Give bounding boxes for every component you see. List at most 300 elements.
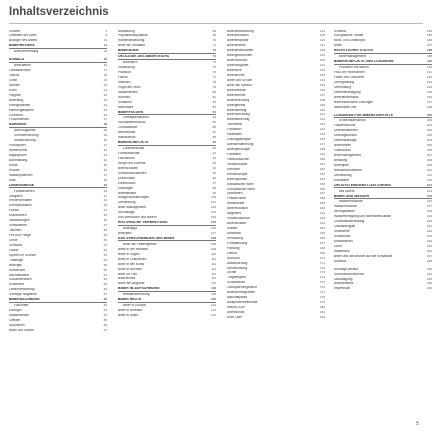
toc-entry [9,218,107,223]
toc-entry [227,275,325,280]
toc-page-number: 224 [426,238,432,243]
toc-entry [334,214,432,219]
toc-entry [227,33,325,38]
toc-entry [9,322,107,327]
toc-entry [334,28,432,33]
toc-page-number: 121 [210,308,216,313]
toc-entry-title: Anhang/Literatur [334,267,359,271]
toc-page-number: 16 [103,57,107,62]
toc-page-number: 228 [426,258,432,263]
toc-entry-title: Dichte [227,271,237,275]
toc-page-number: 72 [212,48,216,53]
toc-entry-title: Biber in Büchern [118,267,143,271]
toc-page-number: 175 [319,280,325,285]
toc-page-number: 54 [103,257,107,262]
toc-entry-title: Nahrungsflächen [9,108,34,112]
toc-page-number: 64 [103,313,107,318]
toc-entry [227,82,325,87]
toc-page-number: 83 [212,104,216,109]
toc-entry [334,238,432,243]
toc-entry [118,125,216,130]
toc-page-number: 195 [426,89,432,94]
toc-entry [334,94,432,99]
toc-page-number: 108 [210,235,216,240]
toc-entry [334,253,432,258]
toc-page-number: 150 [319,156,325,161]
toc-entry [9,282,107,287]
toc-entry [9,237,107,242]
toc-entry [9,102,107,107]
toc-page-number: 86 [212,125,216,130]
toc-page-number: 125 [319,33,325,38]
toc-entry-title: Sozialverhalten [9,278,32,282]
toc-entry [118,130,216,135]
toc-entry-title: Schwimmen [9,224,27,228]
toc-page-number: 200 [426,118,432,123]
toc-entry-title: Schlüsselart [227,281,245,285]
toc-entry [227,305,325,310]
toc-page-number: 76 [212,70,216,75]
toc-entry [118,281,216,286]
toc-entry-title: Schwanz [9,243,23,247]
toc-entry [118,251,216,256]
toc-entry-title: BIBERREVIERE [9,44,35,48]
toc-page-number: 58 [103,277,107,282]
toc-page-number: 211 [427,172,432,177]
toc-entry-title: Biberpelz [118,232,132,236]
toc-entry [334,188,432,193]
toc-entry-title: BIBERKONFLIKTE UND LÖSUNGEN [334,60,394,64]
toc-page-number: 103 [210,210,216,215]
toc-page-number: 198 [426,104,432,109]
toc-page-number: 62 [103,303,107,308]
toc-entry-title: Kohlenstoff [334,235,351,239]
toc-entry [227,161,325,166]
toc-entry [227,28,325,33]
toc-page-number: 227 [426,253,432,258]
toc-page-number: 217 [426,204,432,209]
toc-entry [9,223,107,228]
toc-page-number: 165 [319,230,325,235]
toc-page-number: 65 [103,317,107,322]
toc-entry [9,272,107,277]
toc-entry [118,308,216,313]
toc-entry-title: Winternahrung [14,139,36,143]
toc-entry [334,38,432,43]
toc-entry-title: Sonstige Nagetiere [9,293,38,297]
toc-page-number: 28 [103,122,107,127]
toc-entry-title: Kleingewässer [9,103,31,107]
toc-entry-title: Fische [118,75,128,79]
toc-entry-title: Wiederansiedlung [118,39,145,43]
toc-entry [118,165,216,170]
toc-entry-title: Biber in der Kunst [118,262,145,266]
toc-entry-title: BIBERFOLGEN [118,110,144,114]
toc-entry-title: ÖKOLOGIE DES BIBERTEICHS [118,55,170,59]
toc-entry [118,170,216,175]
toc-page-number: 107 [210,231,216,236]
toc-page-number: 157 [319,191,325,196]
toc-entry [118,135,216,140]
toc-page-number: 113 [211,266,216,271]
toc-page-number: 11 [103,38,107,43]
toc-page-number: 126 [319,38,325,43]
toc-page-number: 85 [212,120,216,125]
toc-page-number: 214 [426,188,432,193]
toc-entry [334,248,432,253]
toc-page-number: 212 [426,177,432,182]
toc-page-number: 200 [426,112,432,117]
toc-entry-title: Baumfällung [9,158,28,162]
toc-page-number: 181 [319,309,325,314]
toc-page-number: 149 [319,151,325,156]
toc-entry-title: Biber als Symbol [227,83,252,87]
toc-entry [118,84,216,89]
toc-entry-title: Stichwortverzeichnis [334,272,365,276]
toc-page-number: 128 [319,48,325,53]
toc-entry-title: LÖSUNGEN FÜR BIBERKONFLIKTE [334,113,394,117]
toc-entry-title: Schilf [9,78,18,82]
toc-entry-title: Verwandtschaft [227,217,250,221]
toc-entry-title: Wasserpflanzen [9,173,33,177]
toc-page-number: 147 [319,142,325,147]
toc-entry [334,128,432,133]
toc-page-number: 152 [319,166,325,171]
toc-page-number: 30 [103,138,107,143]
toc-entry [334,224,432,229]
toc-entry [334,79,432,84]
toc-page-number: 187 [426,43,432,48]
toc-page-number: 144 [319,127,325,132]
toc-entry [118,185,216,190]
toc-page-number: 55 [103,262,107,267]
toc-page-number: 205 [426,143,432,148]
toc-entry-title: Rechtslage [118,211,135,215]
toc-entry-title: Aufstauung [118,29,135,33]
toc-page-number: 67 [103,327,107,332]
toc-entry-title: Beratung [334,158,348,162]
toc-page-number: 79 [212,84,216,89]
toc-page-number: 48 [103,228,107,233]
toc-entry [227,132,325,137]
toc-page-number: 75 [212,65,216,70]
toc-page-number: 190 [426,59,432,64]
toc-entry-title: Ertrinken [227,167,241,171]
toc-entry [334,271,432,276]
toc-entry [227,221,325,226]
toc-entry-title: Biber und die Antwort auf die Klimakrise [334,254,393,258]
toc-entry [118,271,216,276]
toc-column-2 [118,28,216,317]
toc-entry-title: Schweiz [334,29,347,33]
toc-entry [227,112,325,117]
toc-entry-title: Einzeltiere [9,283,25,287]
toc-entry-title: Biberfreundliche Lösungen [334,100,374,104]
toc-page-number: 180 [319,305,325,310]
toc-page-number: 111 [211,256,216,261]
toc-entry-title: Wasserlinsen [118,90,138,94]
toc-entry [9,257,107,262]
toc-entry-title: Flächenschutz [334,124,356,128]
toc-page-number: 59 [103,282,107,287]
toc-entry [227,255,325,260]
toc-entry-title: BIBER IM AUFSCHWUNG [118,287,160,291]
toc-entry [227,48,325,53]
toc-entry [227,226,325,231]
toc-entry [334,229,432,234]
toc-page-number: 84 [212,115,216,120]
toc-entry-title: Untergrabung [334,80,355,84]
toc-page-number: 99 [212,190,216,195]
toc-page-number: 191 [426,70,432,75]
toc-entry [118,65,216,70]
toc-page-number: 27 [103,117,107,122]
toc-entry [9,188,107,193]
toc-entry-title: Nährstoffe [118,105,134,109]
toc-page-number: 193 [426,79,432,84]
toc-entry-title: Dürre [334,244,343,248]
toc-entry [227,72,325,77]
toc-entry [9,213,107,218]
toc-page-number: 63 [103,308,107,313]
toc-entry [9,208,107,213]
toc-page-number: 203 [426,133,432,138]
toc-entry-title: Gewässerstruktur [123,116,149,120]
toc-page-number: 97 [212,180,216,185]
toc-page-number: 164 [319,226,325,231]
toc-page-number: 230 [426,266,432,271]
page-number: 5 [416,421,419,427]
toc-entry [9,49,107,54]
toc-page-number: 92 [212,155,216,160]
toc-page-number: 38 [103,177,107,182]
toc-entry-title: Verdauung [227,236,243,240]
toc-entry-title: Röhricht [118,95,131,99]
toc-entry-title: ÖKOSYSTEMDIENSTLEISTUNGEN [334,183,391,187]
toc-entry-title: Gestalter der Auen [9,34,37,38]
toc-entry [9,157,107,162]
toc-page-number: 155 [319,181,325,186]
toc-entry [227,127,325,132]
toc-page-number: 91 [212,151,216,156]
toc-entry [227,206,325,211]
toc-entry [118,266,216,271]
toc-entry [227,102,325,107]
toc-entry-title: BIBER HEUTE [118,298,142,302]
toc-entry [9,133,107,138]
toc-entry [334,286,432,291]
toc-page-number: 37 [103,172,107,177]
toc-page-number: 110 [211,251,216,256]
toc-entry [118,256,216,261]
toc-entry-title: Familienleben [14,189,35,193]
toc-entry [9,153,107,158]
toc-entry [334,138,432,143]
toc-entry [118,151,216,156]
toc-entry-title: Biberpathologie [227,148,250,152]
toc-entry [334,172,432,177]
toc-entry-title: Asien [334,44,343,48]
toc-page-number: 122 [210,313,216,318]
toc-page-number: 176 [319,285,325,290]
toc-page-number: 40 [103,188,107,193]
toc-entry-title: Umsiedlung [118,201,136,205]
toc-entry [227,181,325,186]
toc-entry-title: Biber in Amerika [118,309,143,313]
toc-page-number: 225 [426,243,432,248]
toc-entry [118,160,216,165]
toc-page-number: 69 [212,33,216,38]
toc-entry-title: Insekten [118,80,131,84]
toc-page-number: 52 [103,247,107,252]
toc-entry [9,162,107,167]
toc-page-number: 163 [319,221,325,226]
toc-entry-title: Biberforschung [227,98,250,102]
toc-page-number: 78 [212,79,216,84]
toc-entry [9,87,107,92]
toc-entry-title: Nationalparks [227,296,248,300]
toc-entry-title: AUWALD [9,58,25,62]
toc-page-number: 208 [426,157,432,162]
toc-page-number: 167 [319,240,325,245]
toc-entry [227,38,325,43]
toc-page-number: 218 [426,209,432,214]
toc-page-number: 35 [103,162,107,167]
toc-entry [334,89,432,94]
toc-page-number: 226 [426,248,432,253]
toc-page-number: 77 [212,74,216,79]
toc-entry [118,313,216,318]
toc-page-number: 50 [103,237,107,242]
toc-entry [118,200,216,205]
toc-page-number: 88 [212,135,216,140]
toc-page-number: 6 [105,33,107,38]
toc-entry-title: Biberhybriden [227,177,248,181]
toc-page-number: 90 [212,140,216,145]
toc-entry [334,281,432,286]
toc-entry [118,28,216,33]
toc-entry-title: Feuchtwiesen [9,118,30,122]
toc-entry [9,327,107,332]
title-rule [9,23,423,24]
toc-page-number: 141 [319,112,325,117]
toc-entry-title: Vögel am Teich [118,85,141,89]
toc-entry [334,177,432,182]
toc-entry-title: Biberexkursion [227,34,249,38]
toc-page-number: 202 [426,128,432,133]
toc-entry-title: Geburt [227,251,238,255]
toc-page-number: 220 [426,219,432,224]
toc-entry [227,270,325,275]
toc-entry-title: NAHRUNG [9,123,27,127]
toc-page-number: 57 [103,272,107,277]
toc-page-number: 178 [319,295,325,300]
toc-page-number: 185 [426,33,432,38]
toc-entry-title: Bibermanagement [334,154,361,158]
toc-entry-title: Lebenserwartung [9,288,35,292]
toc-entry [9,73,107,78]
toc-entry-title: Wintervorrat [9,149,27,153]
toc-page-number: 17 [103,68,107,73]
toc-page-number: 133 [319,72,325,77]
toc-entry-title: Biberfilme [227,69,242,73]
toc-page-number: 94 [212,165,216,170]
toc-entry-title: Winterruhe [9,268,26,272]
toc-entry [9,97,107,102]
toc-entry-title: Trittsiegel [9,258,24,262]
toc-page-number: 98 [212,185,216,190]
toc-page-number: 22 [103,92,107,97]
toc-entry [227,107,325,112]
toc-entry-title: Populationsdynamik [118,34,148,38]
toc-entry [227,240,325,245]
toc-entry [334,219,432,224]
toc-entry-title: Grünland [9,113,23,117]
toc-page-number: 93 [212,160,216,165]
toc-entry-title: Wanderungen [9,219,30,223]
toc-page-number: 96 [212,175,216,180]
toc-entry-title: Jungtiere [9,194,23,198]
toc-entry-title: DAS VERSCHWINDEN DER BIBER [118,236,175,240]
toc-entry-title: Kommunikation [9,204,32,208]
toc-page-number: 90 [212,146,216,151]
toc-entry-title: Impressum [334,287,351,291]
toc-entry-title: Grundwasser [118,126,138,130]
toc-entry [9,107,107,112]
toc-entry [118,155,216,160]
toc-entry-title: Sinne [9,238,18,242]
toc-entry [334,204,432,209]
toc-page-number: 142 [319,117,325,122]
toc-entry [227,122,325,127]
toc-entry-title: Pappeln [9,93,22,97]
toc-page-number: 71 [212,43,216,48]
toc-entry-title: Biber in Sagen [118,252,140,256]
toc-entry-title: Europäischer Biber [227,187,256,191]
toc-entry-title: Verlandung [118,66,135,70]
toc-entry [9,228,107,233]
toc-entry-title: Bildnachweis [334,282,354,286]
toc-entry [9,252,107,257]
toc-page-number: 156 [319,186,325,191]
toc-entry-title: Rote Liste [227,315,242,319]
toc-entry [334,148,432,153]
toc-entry [334,243,432,248]
toc-entry-title: Bibergenetik [227,103,246,107]
toc-entry-title: BIBERKONFLIKTE [118,141,149,145]
toc-entry-title: Rinde [9,163,18,167]
toc-entry [118,226,216,231]
toc-page-number: 66 [103,322,107,327]
toc-entry-title: Eisvogel [9,309,22,313]
toc-entry [227,53,325,58]
toc-page-number: 21 [103,87,107,92]
toc-entry-title: Aufzucht [227,256,240,260]
toc-page-number: 42 [103,198,107,203]
toc-page-number: 31 [103,143,107,148]
toc-page-number: 120 [210,297,216,302]
toc-entry [227,63,325,68]
toc-page-number: 43 [103,203,107,208]
toc-column-3 [227,28,325,319]
toc-entry [334,143,432,148]
toc-entry-title: Ausblick [334,259,347,263]
toc-entry-title: Erlen [9,88,17,92]
toc-entry [9,33,107,38]
toc-entry [227,230,325,235]
toc-page-number: 188 [426,54,432,59]
toc-page-number: 68 [212,28,216,33]
